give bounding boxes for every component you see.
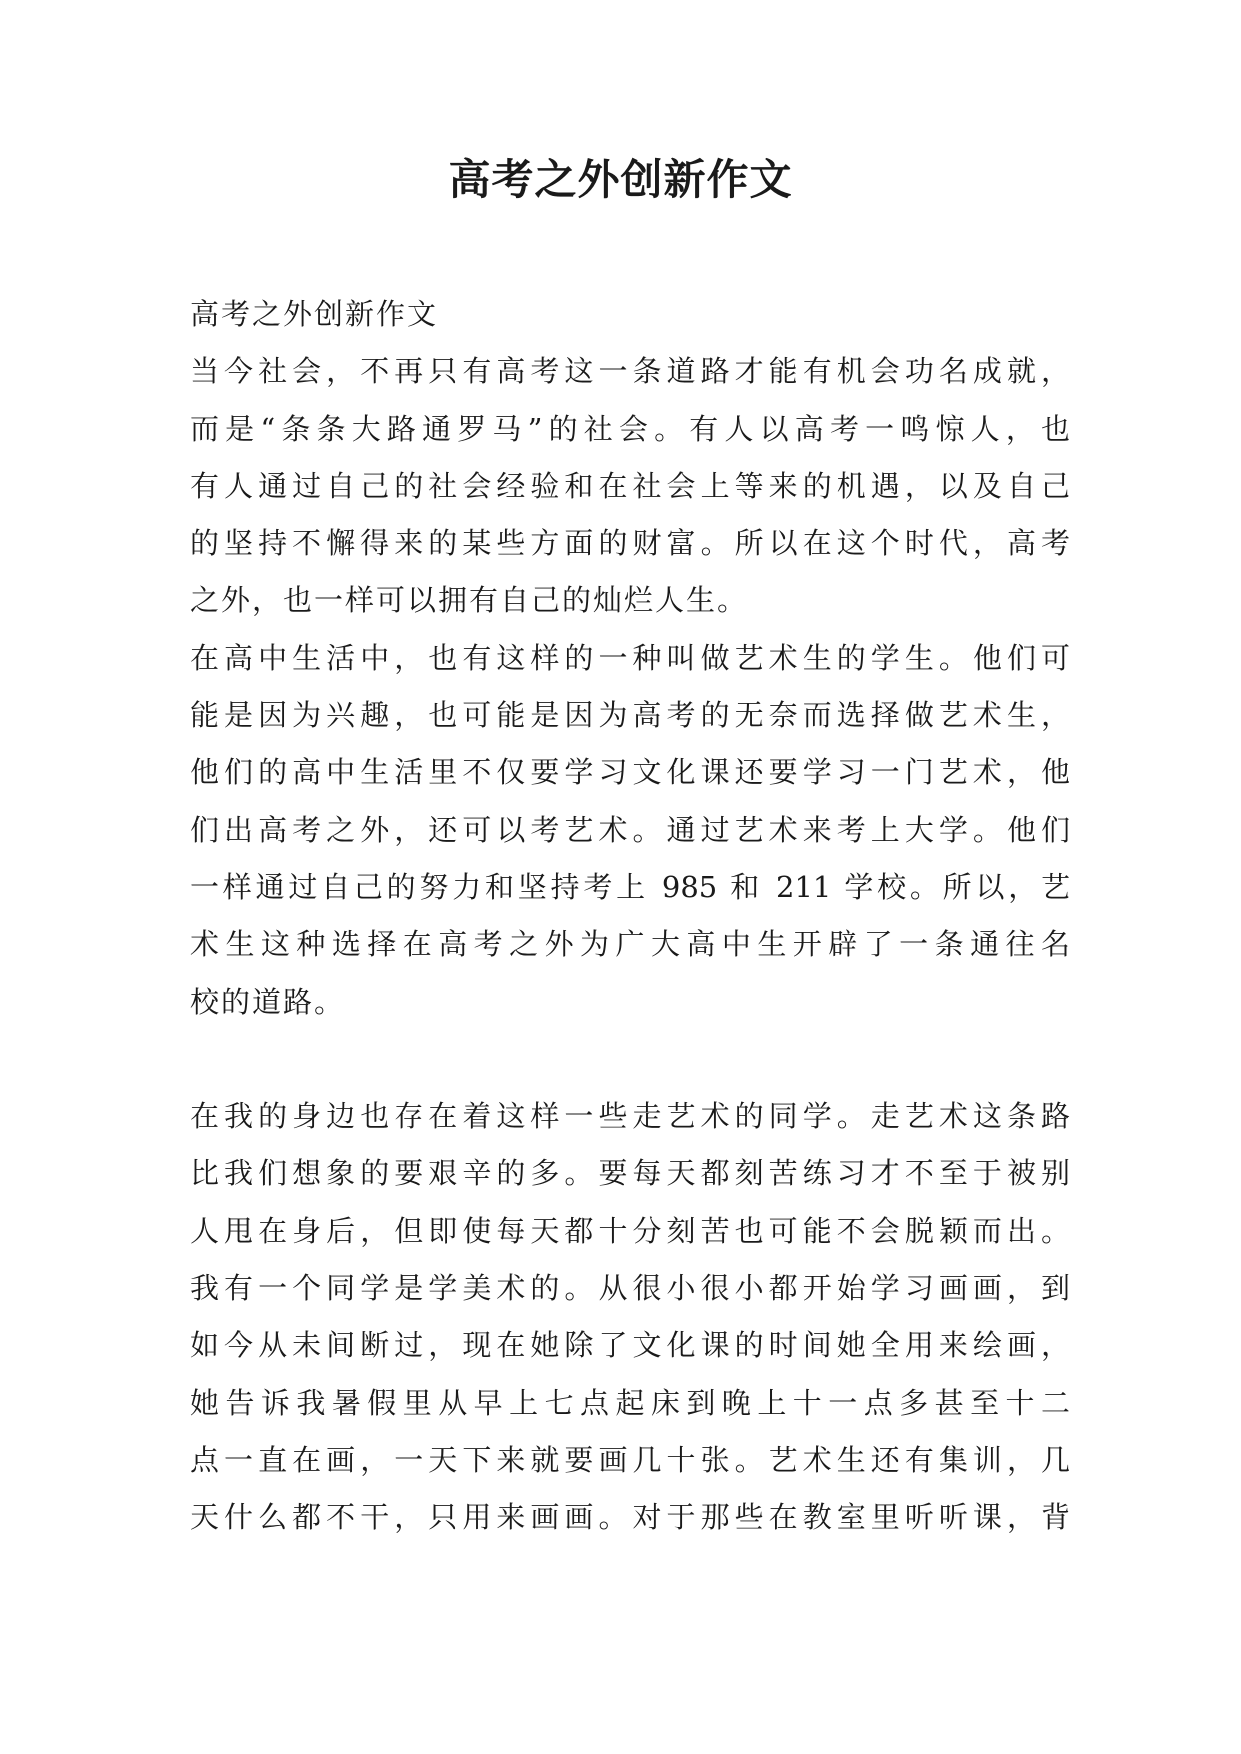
text-line: 之外，也一样可以拥有自己的灿烂人生。 [190,583,749,618]
text-line: 们出高考之外，还可以考艺术。通过艺术来考上大学。他们 [190,812,1070,847]
text-line: 我有一个同学是学美术的。从很小很小都开始学习画画，到 [190,1271,1070,1306]
document-body [190,286,1070,1547]
text-line: 当今社会，不再只有高考这一条道路才能有机会功名成就， [190,354,1070,389]
text-line: 他们的高中生活里不仅要学习文化课还要学习一门艺术，他 [190,755,1070,790]
blank-line [190,1031,1070,1088]
text-line: 一样通过自己的努力和坚持考上 985 和 211 学校。所以，艺 [190,869,1070,904]
text-line: 的坚持不懈得来的某些方面的财富。所以在这个时代，高考 [190,526,1070,561]
text-line: 术生这种选择在高考之外为广大高中生开辟了一条通往名 [190,927,1070,962]
text-line: 有人通过自己的社会经验和在社会上等来的机遇，以及自己 [190,468,1070,503]
text-line: 校的道路。 [190,984,346,1019]
text-line: 高考之外创新作文 [190,297,439,331]
document-title: 高考之外创新作文 [448,155,793,204]
text-line: 如今从未间断过，现在她除了文化课的时间她全用来绘画， [190,1328,1070,1363]
text-line: 在我的身边也存在着这样一些走艺术的同学。走艺术这条路 [190,1099,1070,1134]
text-line: 比我们想象的要艰辛的多。要每天都刻苦练习才不至于被别 [190,1156,1070,1191]
text-line: 人甩在身后，但即使每天都十分刻苦也可能不会脱颖而出。 [190,1213,1070,1248]
text-line: 点一直在画，一天下来就要画几十张。艺术生还有集训，几 [190,1442,1070,1477]
text-line: 天什么都不干，只用来画画。对于那些在教室里听听课，背 [190,1500,1070,1535]
text-line: 而是“条条大路通罗马”的社会。有人以高考一鸣惊人，也 [190,411,1070,446]
text-line: 她告诉我暑假里从早上七点起床到晚上十一点多甚至十二 [190,1385,1070,1420]
text-line: 能是因为兴趣，也可能是因为高考的无奈而选择做艺术生， [190,698,1070,733]
text-line: 在高中生活中，也有这样的一种叫做艺术生的学生。他们可 [190,640,1070,675]
